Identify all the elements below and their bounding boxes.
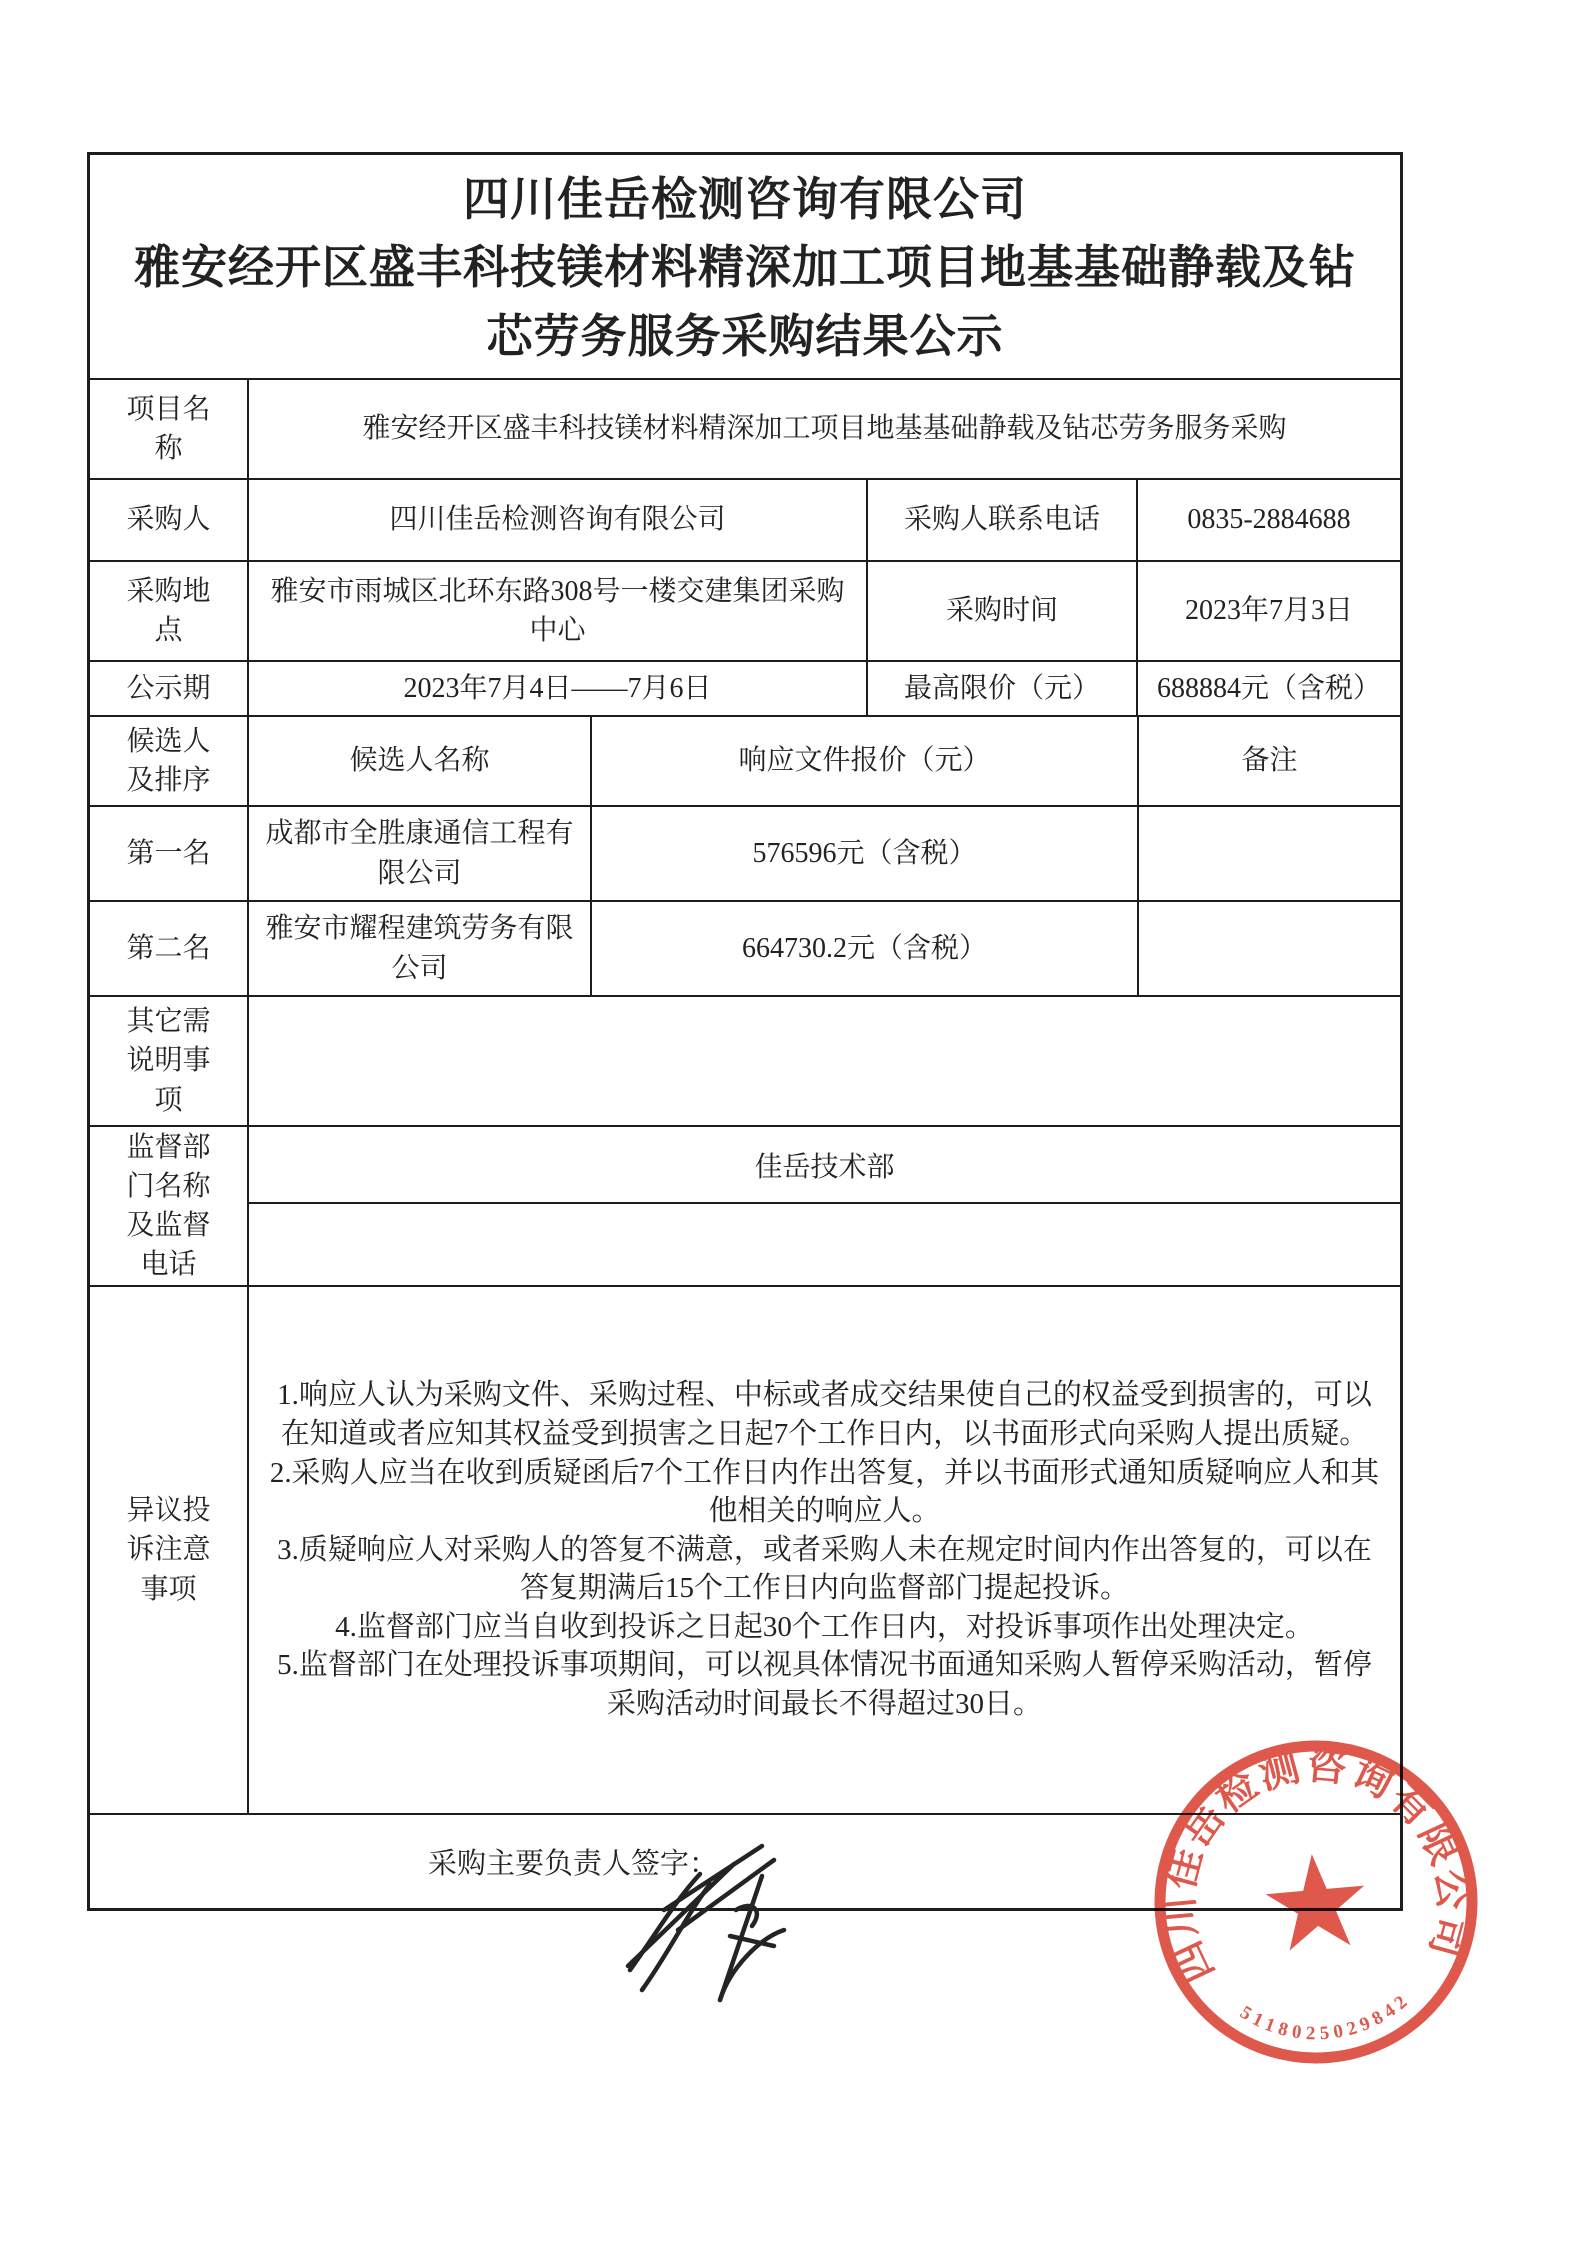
objection-item-4: 4.监督部门应当自收到投诉之日起30个工作日内，对投诉事项作出处理决定。 (335, 1610, 1314, 1643)
objection-item-2: 2.采购人应当在收到质疑函后7个工作日内作出答复，并以书面形式通知质疑响应人和其他相关的响应人。 (269, 1456, 1380, 1528)
candidate-2-price: 664730.2元（含税） (590, 902, 1137, 995)
purchaser-phone-label: 采购人联系电话 (866, 480, 1136, 560)
candidate-1-price: 576596元（含税） (590, 807, 1137, 900)
table-row-candidate-1 (90, 805, 1400, 900)
doc-title-company: 四川佳岳检测咨询有限公司 (463, 174, 1027, 226)
seal-serial-number: 5118025029842 (1236, 1988, 1416, 2045)
purchase-time-label: 采购时间 (866, 562, 1136, 660)
objection-label-cell (90, 1287, 247, 1813)
project-name-label: 项目名称 (126, 393, 211, 464)
purchaser-label-cell (90, 480, 247, 560)
other-notes-value (247, 997, 1400, 1125)
location-value: 雅安市雨城区北环东路308号一楼交建集团采购中心 (247, 562, 866, 660)
location-label: 采购地点 (126, 575, 211, 646)
objection-item-3: 3.质疑响应人对采购人的答复不满意，或者采购人未在规定时间内作出答复的，可以在答复期满后15个工作日内向监督部门提起投诉。 (277, 1533, 1372, 1605)
purchaser-phone-value: 0835-2884688 (1136, 480, 1400, 560)
publicity-value: 2023年7月4日——7月6日 (247, 662, 866, 715)
supervision-phone (249, 1202, 1400, 1285)
company-seal-stamp (1146, 1732, 1486, 2072)
procurement-result-table (87, 152, 1403, 1911)
project-name-label-cell (90, 380, 247, 478)
doc-title-block (90, 155, 1400, 378)
supervision-value-cell (247, 1127, 1400, 1285)
candidate-price-header: 响应文件报价（元） (590, 717, 1137, 805)
location-label-cell (90, 562, 247, 660)
candidate-note-header: 备注 (1137, 717, 1400, 805)
signature-label: 采购主要负责人签字： (428, 1848, 719, 1880)
other-notes-label: 其它需说明事项 (126, 1006, 211, 1116)
row-candidates-header (90, 715, 1400, 805)
project-name-value: 雅安经开区盛丰科技镁材料精深加工项目地基基础静载及钻芯劳务服务采购 (247, 380, 1400, 478)
objection-label: 异议投诉注意事项 (126, 1495, 211, 1605)
row-publicity-period (90, 660, 1400, 715)
candidate-2-note (1137, 902, 1400, 995)
candidate-2-name: 雅安市耀程建筑劳务有限公司 (247, 902, 590, 995)
objection-item-1: 1.响应人认为采购文件、采购过程、中标或者成交结果使自己的权益受到损害的，可以在知道或者应知其权益受到损害之日起7个工作日内，以书面形式向采购人提出质疑。 (277, 1379, 1372, 1451)
purchaser-value: 四川佳岳检测咨询有限公司 (247, 480, 866, 560)
doc-title-project-line1: 雅安经开区盛丰科技镁材料精深加工项目地基基础静载及钻 (134, 242, 1356, 294)
supervision-department: 佳岳技术部 (754, 1151, 895, 1183)
publicity-label-cell (90, 662, 247, 715)
candidate-name-header: 候选人名称 (247, 717, 590, 805)
candidate-1-name: 成都市全胜康通信工程有限公司 (247, 807, 590, 900)
row-supervision (90, 1125, 1400, 1285)
row-location (90, 560, 1400, 660)
row-project-name (90, 378, 1400, 478)
purchaser-label: 采购人 (126, 504, 211, 536)
max-price-label: 最高限价（元） (866, 662, 1136, 715)
supervision-label-cell (90, 1127, 247, 1285)
handwritten-signature (612, 1818, 822, 2018)
seal-company-text: 四川佳岳检测咨询有限公司 (1155, 1742, 1477, 1990)
other-notes-label-cell (90, 997, 247, 1125)
row-other-notes (90, 995, 1400, 1125)
candidate-1-rank: 第一名 (126, 837, 211, 869)
table-row-candidate-2 (90, 900, 1400, 995)
doc-title-project-line2: 芯劳务服务采购结果公示 (486, 310, 1004, 362)
publicity-label: 公示期 (126, 672, 211, 704)
rank-header-cell (90, 717, 247, 805)
purchase-time-value: 2023年7月3日 (1136, 562, 1400, 660)
candidate-2-rank: 第二名 (126, 932, 211, 964)
row-purchaser (90, 478, 1400, 560)
objection-item-5: 5.监督部门在处理投诉事项期间，可以视具体情况书面通知采购人暂停采购活动，暂停采购活动时间最长不得超过30日。 (277, 1649, 1372, 1720)
max-price-value: 688884元（含税） (1136, 662, 1400, 715)
supervision-label: 监督部门名称及监督电话 (126, 1131, 211, 1281)
candidate-1-note (1137, 807, 1400, 900)
seal-star-icon (1263, 1850, 1370, 1952)
rank-header-label: 候选人及排序 (126, 725, 211, 796)
